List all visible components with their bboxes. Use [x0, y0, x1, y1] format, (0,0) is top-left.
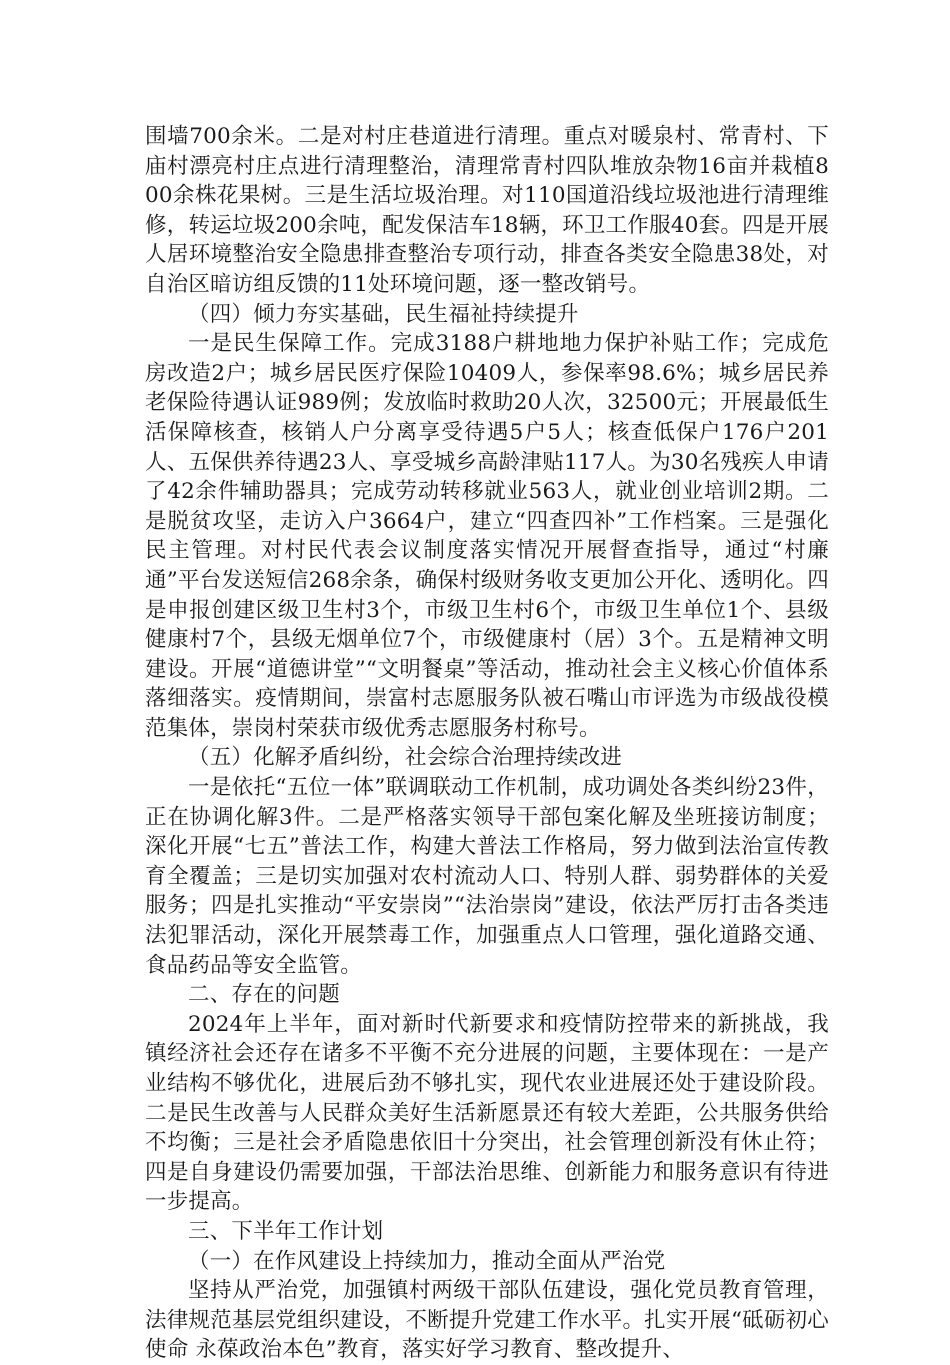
paragraph-environment-continued: 围墙700余米。二是对村庄巷道进行清理。重点对暖泉村、常青村、下庙村漂亮村庄点进行清理整治，清理常青村四队堆放杂物16亩并栽植800余株花果树。三是生活垃圾治理。对110国道沿线垃圾池进行清理维修，转运垃圾200余吨，配发保洁车18辆，环卫工作服40套。四是开展人居环境整治安全隐患排查整治专项行动，排查各类安全隐患38处，对自治区暗访组反馈的11处环境问题，逐一整改销号。 — [145, 124, 829, 297]
section-heading-governance: （五）化解矛盾纠纷，社会综合治理持续改进 — [188, 745, 623, 771]
section-heading-plan: 三、下半年工作计划 — [188, 1218, 384, 1244]
paragraph-problems: 2024年上半年，面对新时代新要求和疫情防控带来的新挑战，我镇经济社会还存在诸多不平衡不充分进展的问题，主要体现在：一是产业结构不够优化，进展后劲不够扎实，现代农业进展还处于建设阶段。二是民生改善与人民群众美好生活新愿景还有较大差距，公共服务供给不均衡；三是社会矛盾隐患依旧十分突出，社会管理创新没有休止符；四是自身建设仍需要加强，干部法治思维、创新能力和服务意识有待进一步提高。 — [145, 1011, 829, 1215]
subsection-heading-party-building: （一）在作风建设上持续加力，推动全面从严治党 — [188, 1248, 666, 1274]
paragraph-livelihood: 一是民生保障工作。完成3188户耕地地力保护补贴工作；完成危房改造2户；城乡居民医疗保险10409人，参保率98.6%；城乡居民养老保险待遇认证989例；发放临时救助20人次，32500元；开展最低生活保障核查，核销人户分离享受待遇5户5人；核查低保户176户201人、五保供养待遇23人、享受城乡高龄津贴117人。为30名残疾人申请了42余件辅助器具；完成劳动转移就业563人，就业创业培训2期。二是脱贫攻坚，走访入户3664户，建立“四查四补”工作档案。三是强化民主管理。对村民代表会议制度落实情况开展督查指导，通过“村廉通”平台发送短信268余条，确保村级财务收支更加公开化、透明化。四是申报创建区级卫生村3个，市级卫生村6个，市级卫生单位1个、县级健康村7个，县级无烟单位7个，市级健康村（居）3个。五是精神文明建设。开展“道德讲堂”“文明餐桌”等活动，推动社会主义核心价值体系落细落实。疫情期间，崇富村志愿服务队被石嘴山市评选为市级战役模范集体，崇岗村荣获市级优秀志愿服务村称号。 — [145, 331, 829, 741]
section-heading-problems: 二、存在的问题 — [188, 982, 340, 1008]
paragraph-party-building: 坚持从严治党，加强镇村两级干部队伍建设，强化党员教育管理，法律规范基层党组织建设，不断提升党建工作水平。扎实开展“砥砺初心使命 永葆政治本色”教育，落实好学习教育、整改提升、 — [145, 1278, 829, 1363]
section-heading-livelihood: （四）倾力夯实基础，民生福祉持续提升 — [188, 301, 579, 327]
paragraph-governance: 一是依托“五位一体”联调联动工作机制，成功调处各类纠纷23件，正在协调化解3件。二是严格落实领导干部包案化解及坐班接访制度；深化开展“七五”普法工作，构建大普法工作格局，努力做到法治宣传教育全覆盖；三是切实加强对农村流动人口、特别人群、弱势群体的关爱服务；四是扎实推动“平安崇岗”“法治崇岗”建设，依法严厉打击各类违法犯罪活动，深化开展禁毒工作，加强重点人口管理，强化道路交通、食品药品等安全监管。 — [145, 775, 829, 978]
document-body — [145, 122, 829, 1365]
